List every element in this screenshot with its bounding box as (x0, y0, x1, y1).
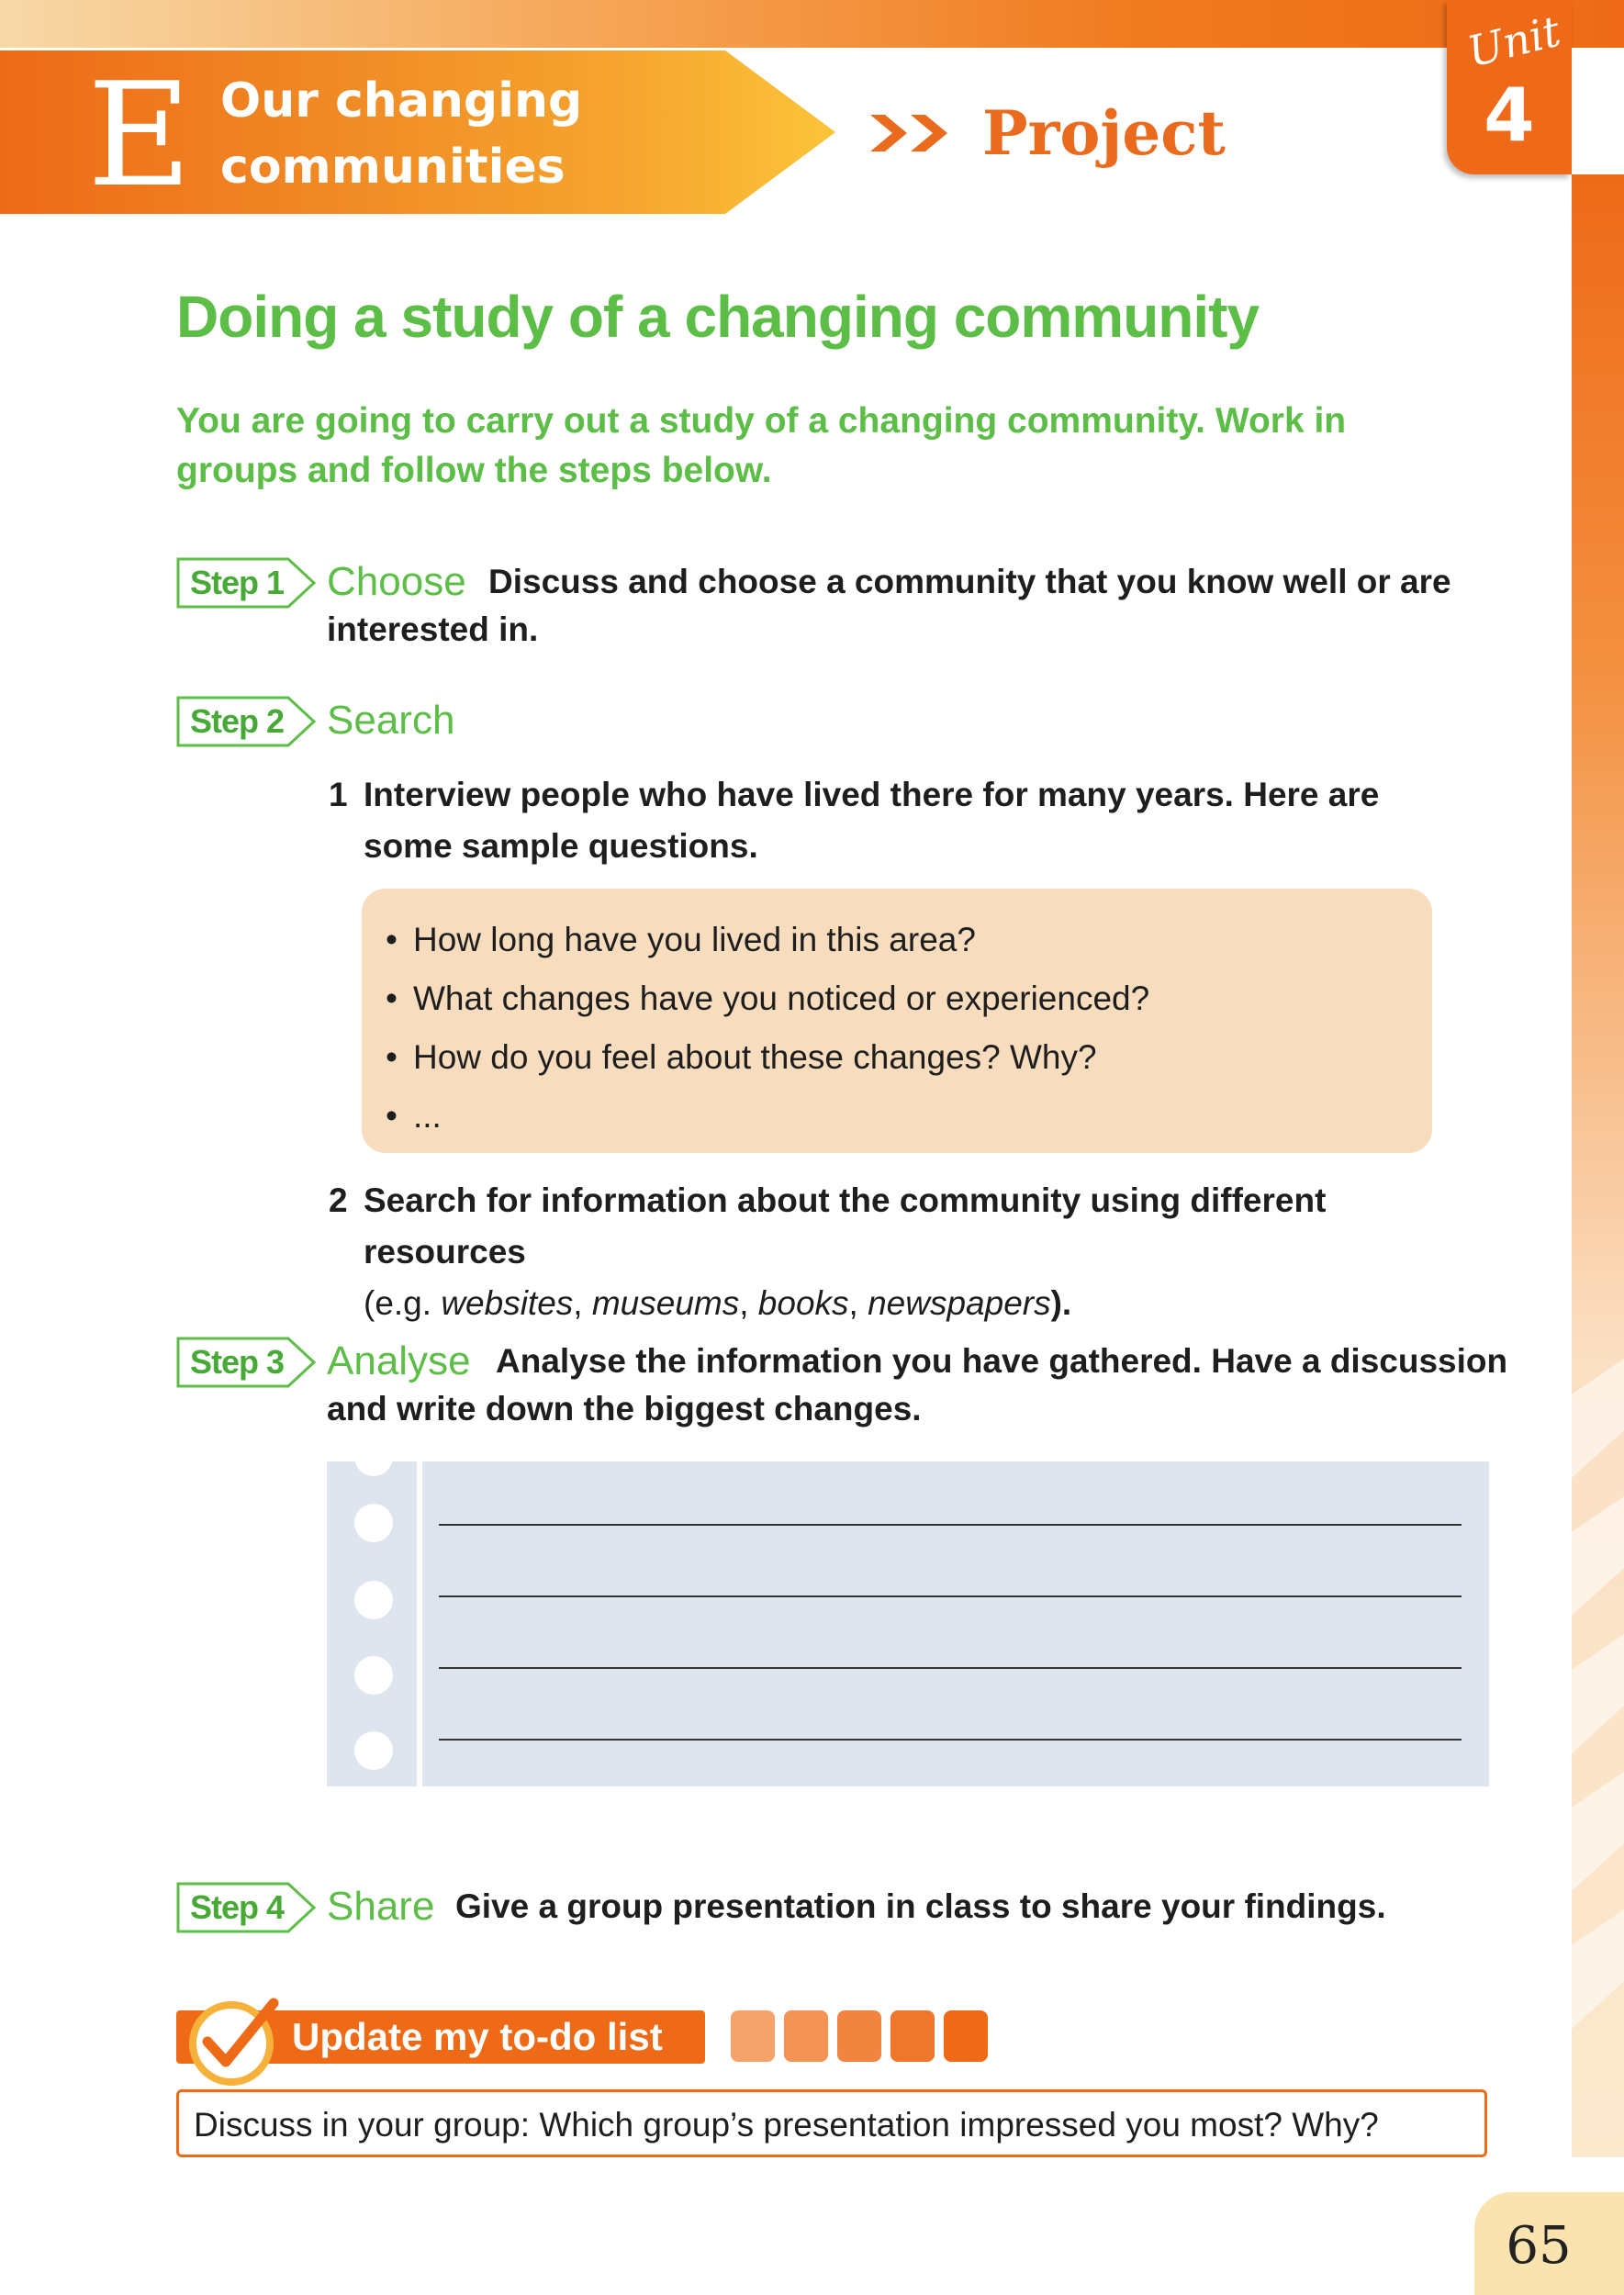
step-1-text-line1: Discuss and choose a community that you know well or are (488, 563, 1451, 600)
closing-paren: ). (1050, 1284, 1072, 1322)
binder-hole (354, 1461, 393, 1476)
binder-hole (354, 1731, 393, 1770)
step-4-text: Give a group presentation in class to share your findings. (455, 1887, 1386, 1925)
question-text: ... (413, 1097, 442, 1135)
step-2-item-1 (329, 769, 1465, 872)
step-3-badge-label: Step 3 (189, 1343, 285, 1381)
step-3-name: Analyse (327, 1338, 471, 1383)
checkmark-icon (184, 1990, 283, 2089)
step-1-name: Choose (327, 559, 466, 604)
unit-label: Unit (1462, 6, 1565, 77)
bullet-icon: • (386, 1038, 398, 1076)
step-1-text-line2: interested in. (327, 610, 539, 648)
sample-questions-list (386, 911, 1149, 1146)
step-3-badge (176, 1337, 318, 1388)
unit-tab (1447, 0, 1572, 174)
step-2-badge-label: Step 2 (189, 702, 285, 740)
item-1-line1: Interview people who have lived there for many years. Here are (364, 776, 1380, 813)
writing-line[interactable] (439, 1739, 1462, 1741)
progress-block (890, 2010, 935, 2062)
sample-questions-box (362, 889, 1432, 1153)
bullet-icon: • (386, 980, 398, 1017)
step-2-badge (176, 696, 318, 747)
section-letter: E (87, 51, 192, 218)
binder-hole (354, 1581, 393, 1619)
item-number: 1 (329, 776, 348, 813)
bullet-icon: • (386, 921, 398, 958)
step-4-name: Share (327, 1884, 435, 1929)
band-decoration (1572, 1634, 1624, 1753)
step-1-badge-label: Step 1 (189, 564, 285, 601)
progress-block (784, 2010, 828, 2062)
list-item (386, 1087, 1149, 1146)
question-text: How do you feel about these changes? Why? (413, 1038, 1097, 1076)
writing-line[interactable] (439, 1524, 1462, 1526)
double-chevron-icon (870, 111, 953, 155)
discussion-prompt: Discuss in your group: Which group’s presentation impressed you most? Why? (194, 2106, 1379, 2144)
progress-block (731, 2010, 775, 2062)
step-2-item-2 (329, 1175, 1493, 1329)
margin-divider (417, 1461, 422, 1786)
step-4-badge (176, 1882, 318, 1933)
progress-block (837, 2010, 881, 2062)
page-title: Doing a study of a changing community (176, 284, 1260, 350)
binder-hole (354, 1656, 393, 1695)
resource-websites: websites (441, 1284, 574, 1322)
right-edge-band (1572, 174, 1624, 2157)
list-item (386, 1028, 1149, 1087)
resource-books: books (757, 1284, 849, 1322)
section-title-line1: Our changing (220, 73, 583, 129)
writing-line[interactable] (439, 1667, 1462, 1669)
item-2-line1: Search for information about the community using different resources (364, 1181, 1327, 1271)
todo-title: Update my to-do list (292, 2015, 663, 2058)
binder-hole (354, 1504, 393, 1542)
discussion-prompt-box (176, 2089, 1487, 2157)
bullet-icon: • (386, 1097, 398, 1135)
band-decoration (1572, 1909, 1624, 2029)
band-decoration (1572, 1772, 1624, 1891)
list-item (386, 969, 1149, 1028)
eg-label: (e.g. (364, 1284, 442, 1322)
item-number: 2 (329, 1181, 348, 1219)
notebook-writing-area[interactable] (327, 1461, 1489, 1786)
page-number: 65 (1506, 2216, 1572, 2276)
page-number-tab (1474, 2192, 1624, 2295)
unit-number: 4 (1484, 73, 1535, 158)
question-text: What changes have you noticed or experienced? (413, 980, 1150, 1017)
band-decoration (1572, 1496, 1624, 1616)
top-stripe (0, 0, 1624, 48)
resource-museums: museums (591, 1284, 740, 1322)
intro-text: You are going to carry out a study of a changing community. Work in groups and follow the steps below. (176, 401, 1347, 490)
project-heading (870, 92, 1226, 174)
resource-newspapers: newspapers (868, 1284, 1051, 1322)
item-2-line2: (e.g. websites, museums, books, newspapers). (364, 1284, 1072, 1322)
progress-block (944, 2010, 988, 2062)
question-text: How long have you lived in this area? (413, 921, 976, 958)
writing-line[interactable] (439, 1595, 1462, 1597)
step-3-text-line2: and write down the biggest changes. (327, 1390, 922, 1427)
step-2-name: Search (327, 698, 455, 743)
section-title (220, 68, 698, 200)
item-1-line2: some sample questions. (364, 827, 758, 865)
step-4-badge-label: Step 4 (189, 1888, 285, 1926)
step-3-text-line1: Analyse the information you have gathered. Have a discussion (496, 1342, 1508, 1380)
band-decoration (1572, 1359, 1624, 1478)
list-item (386, 911, 1149, 969)
step-1-badge (176, 557, 318, 609)
project-label: Project (982, 97, 1226, 169)
section-title-line2: communities (220, 140, 566, 195)
